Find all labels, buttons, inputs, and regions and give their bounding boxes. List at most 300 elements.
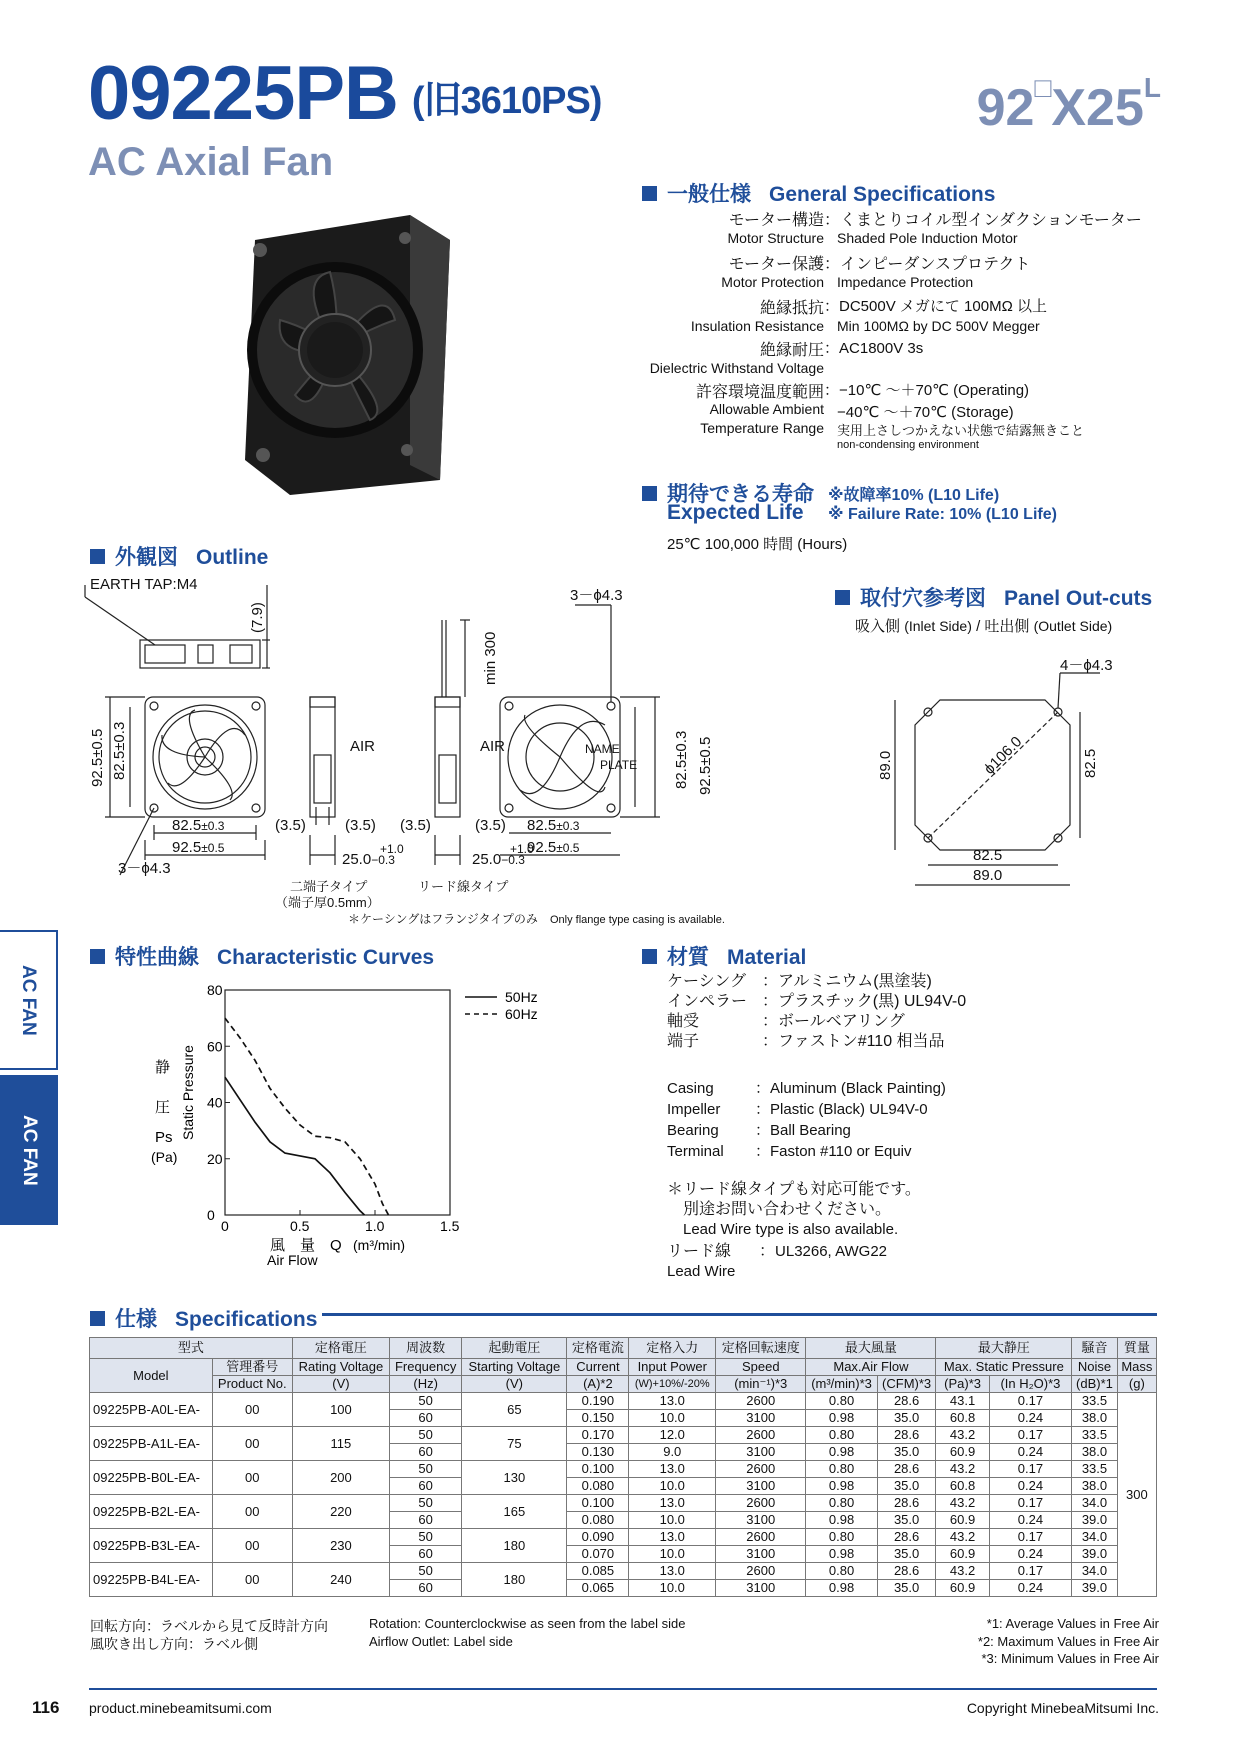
dim-label: 92.5±0.5 xyxy=(172,839,225,856)
col-header-unit: (W)+10%/-20% xyxy=(629,1376,716,1393)
value-cell: 0.24 xyxy=(989,1478,1072,1495)
prod-cell: 00 xyxy=(212,1427,292,1461)
dim-label: 82.5 xyxy=(973,847,1003,864)
value-cell: 10.0 xyxy=(629,1410,716,1427)
tol-label: +1.0 xyxy=(510,842,534,856)
value-cell: 0.170 xyxy=(567,1427,629,1444)
value-cell: 28.6 xyxy=(877,1529,936,1546)
rv-cell: 200 xyxy=(292,1461,389,1495)
material-row: インペラー ：プラスチック(黒) UL94V-0 xyxy=(667,993,967,1010)
table-row xyxy=(90,1529,1157,1546)
value-cell: 0.24 xyxy=(989,1410,1072,1427)
value-cell: 0.090 xyxy=(567,1529,629,1546)
value-cell: 0.80 xyxy=(806,1529,877,1546)
model-cell: 09225PB-B4L-EA- xyxy=(90,1563,213,1597)
material-row: Impeller ：Plastic (Black) UL94V-0 xyxy=(667,1101,928,1118)
col-header-unit: (A)*2 xyxy=(567,1376,629,1393)
freq-cell: 60 xyxy=(390,1512,462,1529)
prod-cell: 00 xyxy=(212,1393,292,1427)
value-cell: 13.0 xyxy=(629,1461,716,1478)
value-cell: 0.80 xyxy=(806,1427,877,1444)
page-number: 116 xyxy=(32,1698,60,1717)
col-current: 定格電流 xyxy=(567,1338,629,1359)
value-cell: 0.80 xyxy=(806,1563,877,1580)
col-start-voltage: 起動電圧 xyxy=(462,1338,567,1359)
value-cell: 35.0 xyxy=(877,1478,936,1495)
rv-cell: 220 xyxy=(292,1495,389,1529)
value-cell: 0.070 xyxy=(567,1546,629,1563)
nameplate-label: NAME xyxy=(585,742,620,756)
value-cell: 43.2 xyxy=(936,1495,989,1512)
value-cell: 39.0 xyxy=(1072,1546,1117,1563)
value-cell: 0.98 xyxy=(806,1444,877,1461)
material-row: 軸受 ：ボールベアリング xyxy=(667,1013,905,1030)
start-voltage-cell: 165 xyxy=(462,1495,567,1529)
col-model: 型式 xyxy=(90,1338,293,1359)
spec-label: モーター構造 xyxy=(728,212,824,229)
value-cell: 2600 xyxy=(716,1393,806,1410)
material-row: 端子 ：ファストン#110 相当品 xyxy=(667,1033,945,1050)
material-list-jp xyxy=(667,972,1127,1052)
value-cell: 60.9 xyxy=(936,1546,989,1563)
x-label-jp: 風 量 Q xyxy=(270,1237,342,1254)
value-cell: 0.80 xyxy=(806,1393,877,1410)
dim-label: 82.5±0.3 xyxy=(527,817,580,834)
dim-label: (3.5) xyxy=(345,817,376,834)
old-model: (旧3610PS) xyxy=(411,80,602,122)
col-header-unit: (Pa)*3 xyxy=(936,1376,989,1393)
dim-label: 25.0−0.3 xyxy=(472,851,525,868)
value-cell: 38.0 xyxy=(1072,1410,1117,1427)
value-cell: 33.5 xyxy=(1072,1461,1117,1478)
casing-note: ＊ケーシングはフランジタイプのみ xyxy=(348,912,538,926)
plot-frame xyxy=(225,990,450,1215)
value-cell: 0.24 xyxy=(989,1546,1072,1563)
rotation-note-en: Rotation: Counterclockwise as seen from the label side xyxy=(369,1616,686,1631)
value-cell: 0.80 xyxy=(806,1495,877,1512)
rv-cell: 240 xyxy=(292,1563,389,1597)
value-cell: 2600 xyxy=(716,1529,806,1546)
col-header-en: Frequency xyxy=(390,1359,462,1376)
col-header-en: Current xyxy=(567,1359,629,1376)
col-header-en: Rating Voltage xyxy=(292,1359,389,1376)
x-tick-label: 0 xyxy=(221,1218,229,1234)
hole-label: 3－ϕ4.3 xyxy=(118,860,171,877)
legend xyxy=(465,989,538,1022)
col-pressure: 最大静圧 xyxy=(936,1338,1072,1359)
col-header-unit: (Hz) xyxy=(390,1376,462,1393)
spec-value: Impedance Protection xyxy=(837,274,974,290)
value-cell: 0.100 xyxy=(567,1461,629,1478)
value-cell: 0.065 xyxy=(567,1580,629,1597)
prod-cell: 00 xyxy=(212,1461,292,1495)
sidebar-tab-outline[interactable] xyxy=(0,930,58,1070)
dim-label: 82.5±0.3 xyxy=(172,817,225,834)
value-cell: 0.17 xyxy=(989,1427,1072,1444)
value-cell: 2600 xyxy=(716,1563,806,1580)
panel-side-label: 吸入側 (Inlet Side) / 吐出側 (Outlet Side) xyxy=(855,618,1113,635)
general-spec-heading: 一般仕様 General Specifications xyxy=(642,178,995,208)
value-cell: 10.0 xyxy=(629,1512,716,1529)
freq-cell: 60 xyxy=(390,1478,462,1495)
y-tick-label: 0 xyxy=(207,1207,215,1223)
material-row: ケーシング ：アルミニウム(黒塗装) xyxy=(667,973,932,990)
value-cell: 60.9 xyxy=(936,1444,989,1461)
value-cell: 3100 xyxy=(716,1478,806,1495)
value-cell: 43.2 xyxy=(936,1563,989,1580)
earth-tap-label: EARTH TAP:M4 xyxy=(90,576,198,593)
hole-label: 4－ϕ4.3 xyxy=(1060,657,1113,674)
value-cell: 33.5 xyxy=(1072,1393,1117,1410)
y-label-jp: 圧 xyxy=(155,1099,171,1116)
spec-label: Motor Structure xyxy=(727,230,824,246)
freq-cell: 50 xyxy=(390,1427,462,1444)
spec-value: DC500V メガにて 100MΩ 以上 xyxy=(839,298,1047,315)
value-cell: 35.0 xyxy=(877,1410,936,1427)
col-mass: 質量 xyxy=(1117,1338,1156,1359)
value-cell: 34.0 xyxy=(1072,1529,1117,1546)
col-speed: 定格回転速度 xyxy=(716,1338,806,1359)
spec-value: non-condensing environment xyxy=(837,439,979,451)
spec-label: 絶縁耐圧 xyxy=(759,342,824,359)
value-cell: 0.130 xyxy=(567,1444,629,1461)
col-header-unit: (In H₂O)*3 xyxy=(989,1376,1072,1393)
material-row: Casing ：Aluminum (Black Painting) xyxy=(667,1080,946,1097)
value-cell: 60.9 xyxy=(936,1580,989,1597)
dim-label: (3.5) xyxy=(275,817,306,834)
col-header-en: Mass xyxy=(1117,1359,1156,1376)
value-cell: 35.0 xyxy=(877,1512,936,1529)
model-cell: 09225PB-B2L-EA- xyxy=(90,1495,213,1529)
y-label-jp: 静 xyxy=(155,1059,171,1076)
col-header-en: Max.Air Flow xyxy=(806,1359,936,1376)
value-cell: 28.6 xyxy=(877,1461,936,1478)
rv-cell: 115 xyxy=(292,1427,389,1461)
col-rating-voltage: 定格電圧 xyxy=(292,1338,389,1359)
dim-label: ϕ106.0 xyxy=(980,733,1026,778)
value-cell: 3100 xyxy=(716,1546,806,1563)
table-row xyxy=(90,1427,1157,1444)
spec-value: AC1800V 3s xyxy=(839,340,924,357)
material-row: Terminal ：Faston #110 or Equiv xyxy=(667,1143,912,1160)
value-cell: 28.6 xyxy=(877,1495,936,1512)
size-label: $92^□X25^L$ xyxy=(976,72,1161,137)
value-cell: 0.17 xyxy=(989,1529,1072,1546)
col-header-unit: (g) xyxy=(1117,1376,1156,1393)
start-voltage-cell: 65 xyxy=(462,1393,567,1427)
value-cell: 2600 xyxy=(716,1461,806,1478)
panel-heading: 取付穴参考図 Panel Out-cuts xyxy=(835,582,1152,612)
y-tick-label: 20 xyxy=(207,1150,223,1167)
table-row xyxy=(90,1461,1157,1478)
rotation-note-jp: 回転方向：ラベルから見て反時計方向 xyxy=(90,1618,328,1634)
freq-cell: 60 xyxy=(390,1410,462,1427)
y-label-en: Static Pressure xyxy=(180,1045,196,1140)
value-cell: 35.0 xyxy=(877,1444,936,1461)
value-cell: 2600 xyxy=(716,1427,806,1444)
general-spec-list: モーター構造 ：くまとりコイル型インダクションモーター Motor Structure Shaded Pole Induction Motor モーター保護 ：インピーダンスプロテクト Motor Protection Impedance Protection 絶縁抵抗 ：DC500V メガにて 100MΩ 以上 Insulation Resistance Min 100MΩ by DC 500V Megger 絶縁耐圧 ：AC1800V 3s Dielectric Withstand Voltage 許容環境温度範囲 ：−10℃ ～＋70℃ (Operating) Allowable Ambient −40℃ ～＋70℃ (Storage) Temperature Range 実用上さしつかえない状態で結露無きこと non-condensing environment xyxy=(640,207,1160,457)
spec-value: くまとりコイル型インダクションモーター xyxy=(840,212,1142,229)
value-cell: 0.17 xyxy=(989,1563,1072,1580)
legend-entry-50hz: 50Hz xyxy=(505,989,538,1005)
spec-label: Insulation Resistance xyxy=(690,318,824,334)
rv-cell: 100 xyxy=(292,1393,389,1427)
casing-note: Only flange type casing is available. xyxy=(550,914,725,926)
material-list-en xyxy=(667,1078,1127,1162)
value-cell: 43.1 xyxy=(936,1393,989,1410)
value-cell: 9.0 xyxy=(629,1444,716,1461)
legend-entry-60hz: 60Hz xyxy=(505,1006,538,1022)
model-cell: 09225PB-A0L-EA- xyxy=(90,1393,213,1427)
value-cell: 39.0 xyxy=(1072,1512,1117,1529)
spec-value: −40℃ ～＋70℃ (Storage) xyxy=(837,404,1014,421)
dim-label: 25.0−0.3 xyxy=(342,851,395,868)
start-voltage-cell: 75 xyxy=(462,1427,567,1461)
spec-value: −10℃ ～＋70℃ (Operating) xyxy=(839,382,1030,399)
y-label-unit: (Pa) xyxy=(151,1149,178,1165)
x-tick-label: 1.5 xyxy=(440,1218,460,1234)
value-cell: 0.98 xyxy=(806,1512,877,1529)
life-value: 25℃ 100,000 時間 (Hours) xyxy=(667,536,848,553)
col-header-unit: Product No. xyxy=(212,1376,292,1393)
mass-cell: 300 xyxy=(1117,1393,1156,1597)
value-cell: 60.8 xyxy=(936,1478,989,1495)
value-cell: 0.98 xyxy=(806,1546,877,1563)
value-cell: 60.9 xyxy=(936,1512,989,1529)
x-label-unit: (m³/min) xyxy=(353,1237,406,1253)
specs-rule xyxy=(322,1313,1157,1316)
model-cell: 09225PB-A1L-EA- xyxy=(90,1427,213,1461)
value-cell: 43.2 xyxy=(936,1461,989,1478)
value-cell: 33.5 xyxy=(1072,1427,1117,1444)
dim-label: 82.5±0.3 xyxy=(673,730,690,789)
col-model-en: Model xyxy=(90,1359,213,1393)
material-heading: 材質 Material xyxy=(642,941,806,971)
freq-cell: 50 xyxy=(390,1563,462,1580)
curves-heading: 特性曲線 Characteristic Curves xyxy=(90,941,434,971)
dim-label: 89.0 xyxy=(973,867,1003,884)
value-cell: 13.0 xyxy=(629,1393,716,1410)
tol-label: +1.0 xyxy=(380,842,404,856)
col-airflow: 最大風量 xyxy=(806,1338,936,1359)
spec-value: インピーダンスプロテクト xyxy=(840,256,1031,273)
product-photo xyxy=(235,210,460,500)
prod-cell: 00 xyxy=(212,1563,292,1597)
airflow-note-jp: 風吹き出し方向：ラベル側 xyxy=(90,1636,258,1652)
value-cell: 28.6 xyxy=(877,1393,936,1410)
value-cell: 0.24 xyxy=(989,1580,1072,1597)
col-header-unit: (V) xyxy=(292,1376,389,1393)
life-heading-en: Expected Life xyxy=(667,501,804,524)
freq-cell: 60 xyxy=(390,1444,462,1461)
value-cell: 3100 xyxy=(716,1444,806,1461)
value-cell: 0.100 xyxy=(567,1495,629,1512)
outline-drawing xyxy=(80,575,725,935)
value-cell: 13.0 xyxy=(629,1563,716,1580)
value-cell: 2600 xyxy=(716,1495,806,1512)
value-cell: 34.0 xyxy=(1072,1495,1117,1512)
col-header-en: Speed xyxy=(716,1359,806,1376)
type-label: （端子厚0.5mm） xyxy=(275,895,380,910)
col-frequency: 周波数 xyxy=(390,1338,462,1359)
spec-table xyxy=(89,1337,1157,1597)
col-header-unit: (m³/min)*3 xyxy=(806,1376,877,1393)
series-line-1 xyxy=(225,1018,389,1215)
dim-label: (3.5) xyxy=(475,817,506,834)
table-row xyxy=(90,1563,1157,1580)
value-cell: 0.085 xyxy=(567,1563,629,1580)
col-noise: 騒音 xyxy=(1072,1338,1117,1359)
value-cell: 43.2 xyxy=(936,1529,989,1546)
value-cell: 0.080 xyxy=(567,1512,629,1529)
value-cell: 35.0 xyxy=(877,1546,936,1563)
start-voltage-cell: 180 xyxy=(462,1529,567,1563)
col-header-unit: (dB)*1 xyxy=(1072,1376,1117,1393)
dim-label: 89.0 xyxy=(877,750,894,780)
freq-cell: 60 xyxy=(390,1580,462,1597)
life-note-jp: ※故障率10% (L10 Life) xyxy=(828,487,1000,504)
value-cell: 0.17 xyxy=(989,1461,1072,1478)
y-label-ps: Ps xyxy=(155,1129,173,1146)
value-cell: 0.150 xyxy=(567,1410,629,1427)
spec-label: Temperature Range xyxy=(700,420,824,436)
table-row xyxy=(90,1495,1157,1512)
y-tick-label: 80 xyxy=(207,982,223,998)
freq-cell: 50 xyxy=(390,1529,462,1546)
y-tick-label: 60 xyxy=(207,1038,223,1055)
spec-value: Min 100MΩ by DC 500V Megger xyxy=(837,318,1040,334)
value-cell: 0.98 xyxy=(806,1580,877,1597)
value-cell: 13.0 xyxy=(629,1495,716,1512)
sidebar-tab-active[interactable] xyxy=(0,1075,58,1225)
col-header-en: Starting Voltage xyxy=(462,1359,567,1376)
start-voltage-cell: 180 xyxy=(462,1563,567,1597)
dim-label: 92.5±0.5 xyxy=(89,728,106,787)
type-label: 二端子タイプ xyxy=(290,879,368,894)
value-cell: 0.17 xyxy=(989,1393,1072,1410)
col-header-unit: (CFM)*3 xyxy=(877,1376,936,1393)
x-tick-label: 1.0 xyxy=(365,1218,385,1234)
spec-value: 実用上さしつかえない状態で結露無きこと xyxy=(837,423,1085,438)
x-label-en: Air Flow xyxy=(267,1252,318,1268)
footer-copyright: Copyright MinebeaMitsumi Inc. xyxy=(966,1700,1159,1716)
value-cell: 39.0 xyxy=(1072,1580,1117,1597)
dim-label: 82.5 xyxy=(1082,748,1099,778)
prod-cell: 00 xyxy=(212,1529,292,1563)
page-title: 09225PB (旧3610PS) xyxy=(88,51,602,136)
dim-label: 92.5±0.5 xyxy=(697,736,714,795)
value-cell: 3100 xyxy=(716,1580,806,1597)
outline-heading: 外観図 Outline xyxy=(90,541,268,571)
value-cell: 34.0 xyxy=(1072,1563,1117,1580)
footnote-3: *3: Minimum Values in Free Air xyxy=(981,1651,1159,1666)
value-cell: 0.98 xyxy=(806,1410,877,1427)
sidebar-tab-label: AC FAN xyxy=(19,1114,40,1186)
model-cell: 09225PB-B0L-EA- xyxy=(90,1461,213,1495)
value-cell: 0.190 xyxy=(567,1393,629,1410)
value-cell: 60.8 xyxy=(936,1410,989,1427)
footnote-2: *2: Maximum Values in Free Air xyxy=(977,1634,1159,1649)
air-label: AIR xyxy=(350,738,376,755)
spec-value: Shaded Pole Induction Motor xyxy=(837,230,1018,246)
value-cell: 38.0 xyxy=(1072,1478,1117,1495)
freq-cell: 50 xyxy=(390,1461,462,1478)
spec-label: 絶縁抵抗 xyxy=(759,300,824,317)
nameplate-label: PLATE xyxy=(600,758,638,772)
value-cell: 28.6 xyxy=(877,1563,936,1580)
y-tick-label: 40 xyxy=(207,1094,223,1111)
value-cell: 28.6 xyxy=(877,1427,936,1444)
value-cell: 3100 xyxy=(716,1410,806,1427)
spec-label: Motor Protection xyxy=(721,274,824,290)
value-cell: 12.0 xyxy=(629,1427,716,1444)
value-cell: 0.24 xyxy=(989,1512,1072,1529)
value-cell: 35.0 xyxy=(877,1580,936,1597)
sidebar-tab-label: AC FAN xyxy=(18,964,39,1036)
lead-wire-note: ＊リード線タイプも対応可能です。 別途お問い合わせください。 Lead Wire type is also available. リード線 ：UL3266, AWG22 Lead Wire xyxy=(667,1181,921,1280)
value-cell: 38.0 xyxy=(1072,1444,1117,1461)
footer-rule xyxy=(89,1688,1157,1690)
prod-cell: 00 xyxy=(212,1495,292,1529)
value-cell: 0.98 xyxy=(806,1478,877,1495)
dim-label: 92.5±0.5 xyxy=(527,839,580,856)
start-voltage-cell: 130 xyxy=(462,1461,567,1495)
specs-heading: 仕様 Specifications xyxy=(90,1303,317,1333)
series-line-0 xyxy=(225,1077,365,1215)
material-row: Bearing ：Ball Bearing xyxy=(667,1122,851,1139)
value-cell: 0.080 xyxy=(567,1478,629,1495)
value-cell: 0.80 xyxy=(806,1461,877,1478)
dim-label: 82.5±0.3 xyxy=(111,721,128,780)
type-label: リード線タイプ xyxy=(418,879,509,894)
spec-label: モーター保護 xyxy=(728,256,824,273)
life-note-en: ※ Failure Rate: 10% (L10 Life) xyxy=(828,506,1057,523)
hole-label: 3－ϕ4.3 xyxy=(570,587,623,604)
freq-cell: 50 xyxy=(390,1495,462,1512)
value-cell: 3100 xyxy=(716,1512,806,1529)
col-header-en: Noise xyxy=(1072,1359,1117,1376)
airflow-note-en: Airflow Outlet: Label side xyxy=(369,1634,513,1649)
model-cell: 09225PB-B3L-EA- xyxy=(90,1529,213,1563)
panel-drawing xyxy=(870,657,1113,890)
value-cell: 43.2 xyxy=(936,1427,989,1444)
col-product-no: 管理番号 xyxy=(212,1359,292,1376)
value-cell: 0.17 xyxy=(989,1495,1072,1512)
air-label: AIR xyxy=(480,738,506,755)
table-row xyxy=(90,1393,1157,1410)
rv-cell: 230 xyxy=(292,1529,389,1563)
value-cell: 0.24 xyxy=(989,1444,1072,1461)
dim-label: (7.9) xyxy=(249,602,266,633)
dim-label: (3.5) xyxy=(400,817,431,834)
value-cell: 13.0 xyxy=(629,1529,716,1546)
col-header-unit: (V) xyxy=(462,1376,567,1393)
col-input-power: 定格入力 xyxy=(629,1338,716,1359)
footnote-1: *1: Average Values in Free Air xyxy=(986,1616,1159,1631)
value-cell: 10.0 xyxy=(629,1580,716,1597)
freq-cell: 60 xyxy=(390,1546,462,1563)
page-subtitle: AC Axial Fan xyxy=(88,140,334,184)
value-cell: 10.0 xyxy=(629,1546,716,1563)
x-tick-label: 0.5 xyxy=(290,1218,310,1234)
spec-label: Allowable Ambient xyxy=(709,401,824,417)
footer-url[interactable]: product.minebeamitsumi.com xyxy=(89,1700,272,1716)
col-header-unit: (min⁻¹)*3 xyxy=(716,1376,806,1393)
col-header-en: Max. Static Pressure xyxy=(936,1359,1072,1376)
spec-label: 許容環境温度範囲 xyxy=(695,384,824,401)
col-header-en: Input Power xyxy=(629,1359,716,1376)
characteristic-chart xyxy=(135,980,565,1268)
